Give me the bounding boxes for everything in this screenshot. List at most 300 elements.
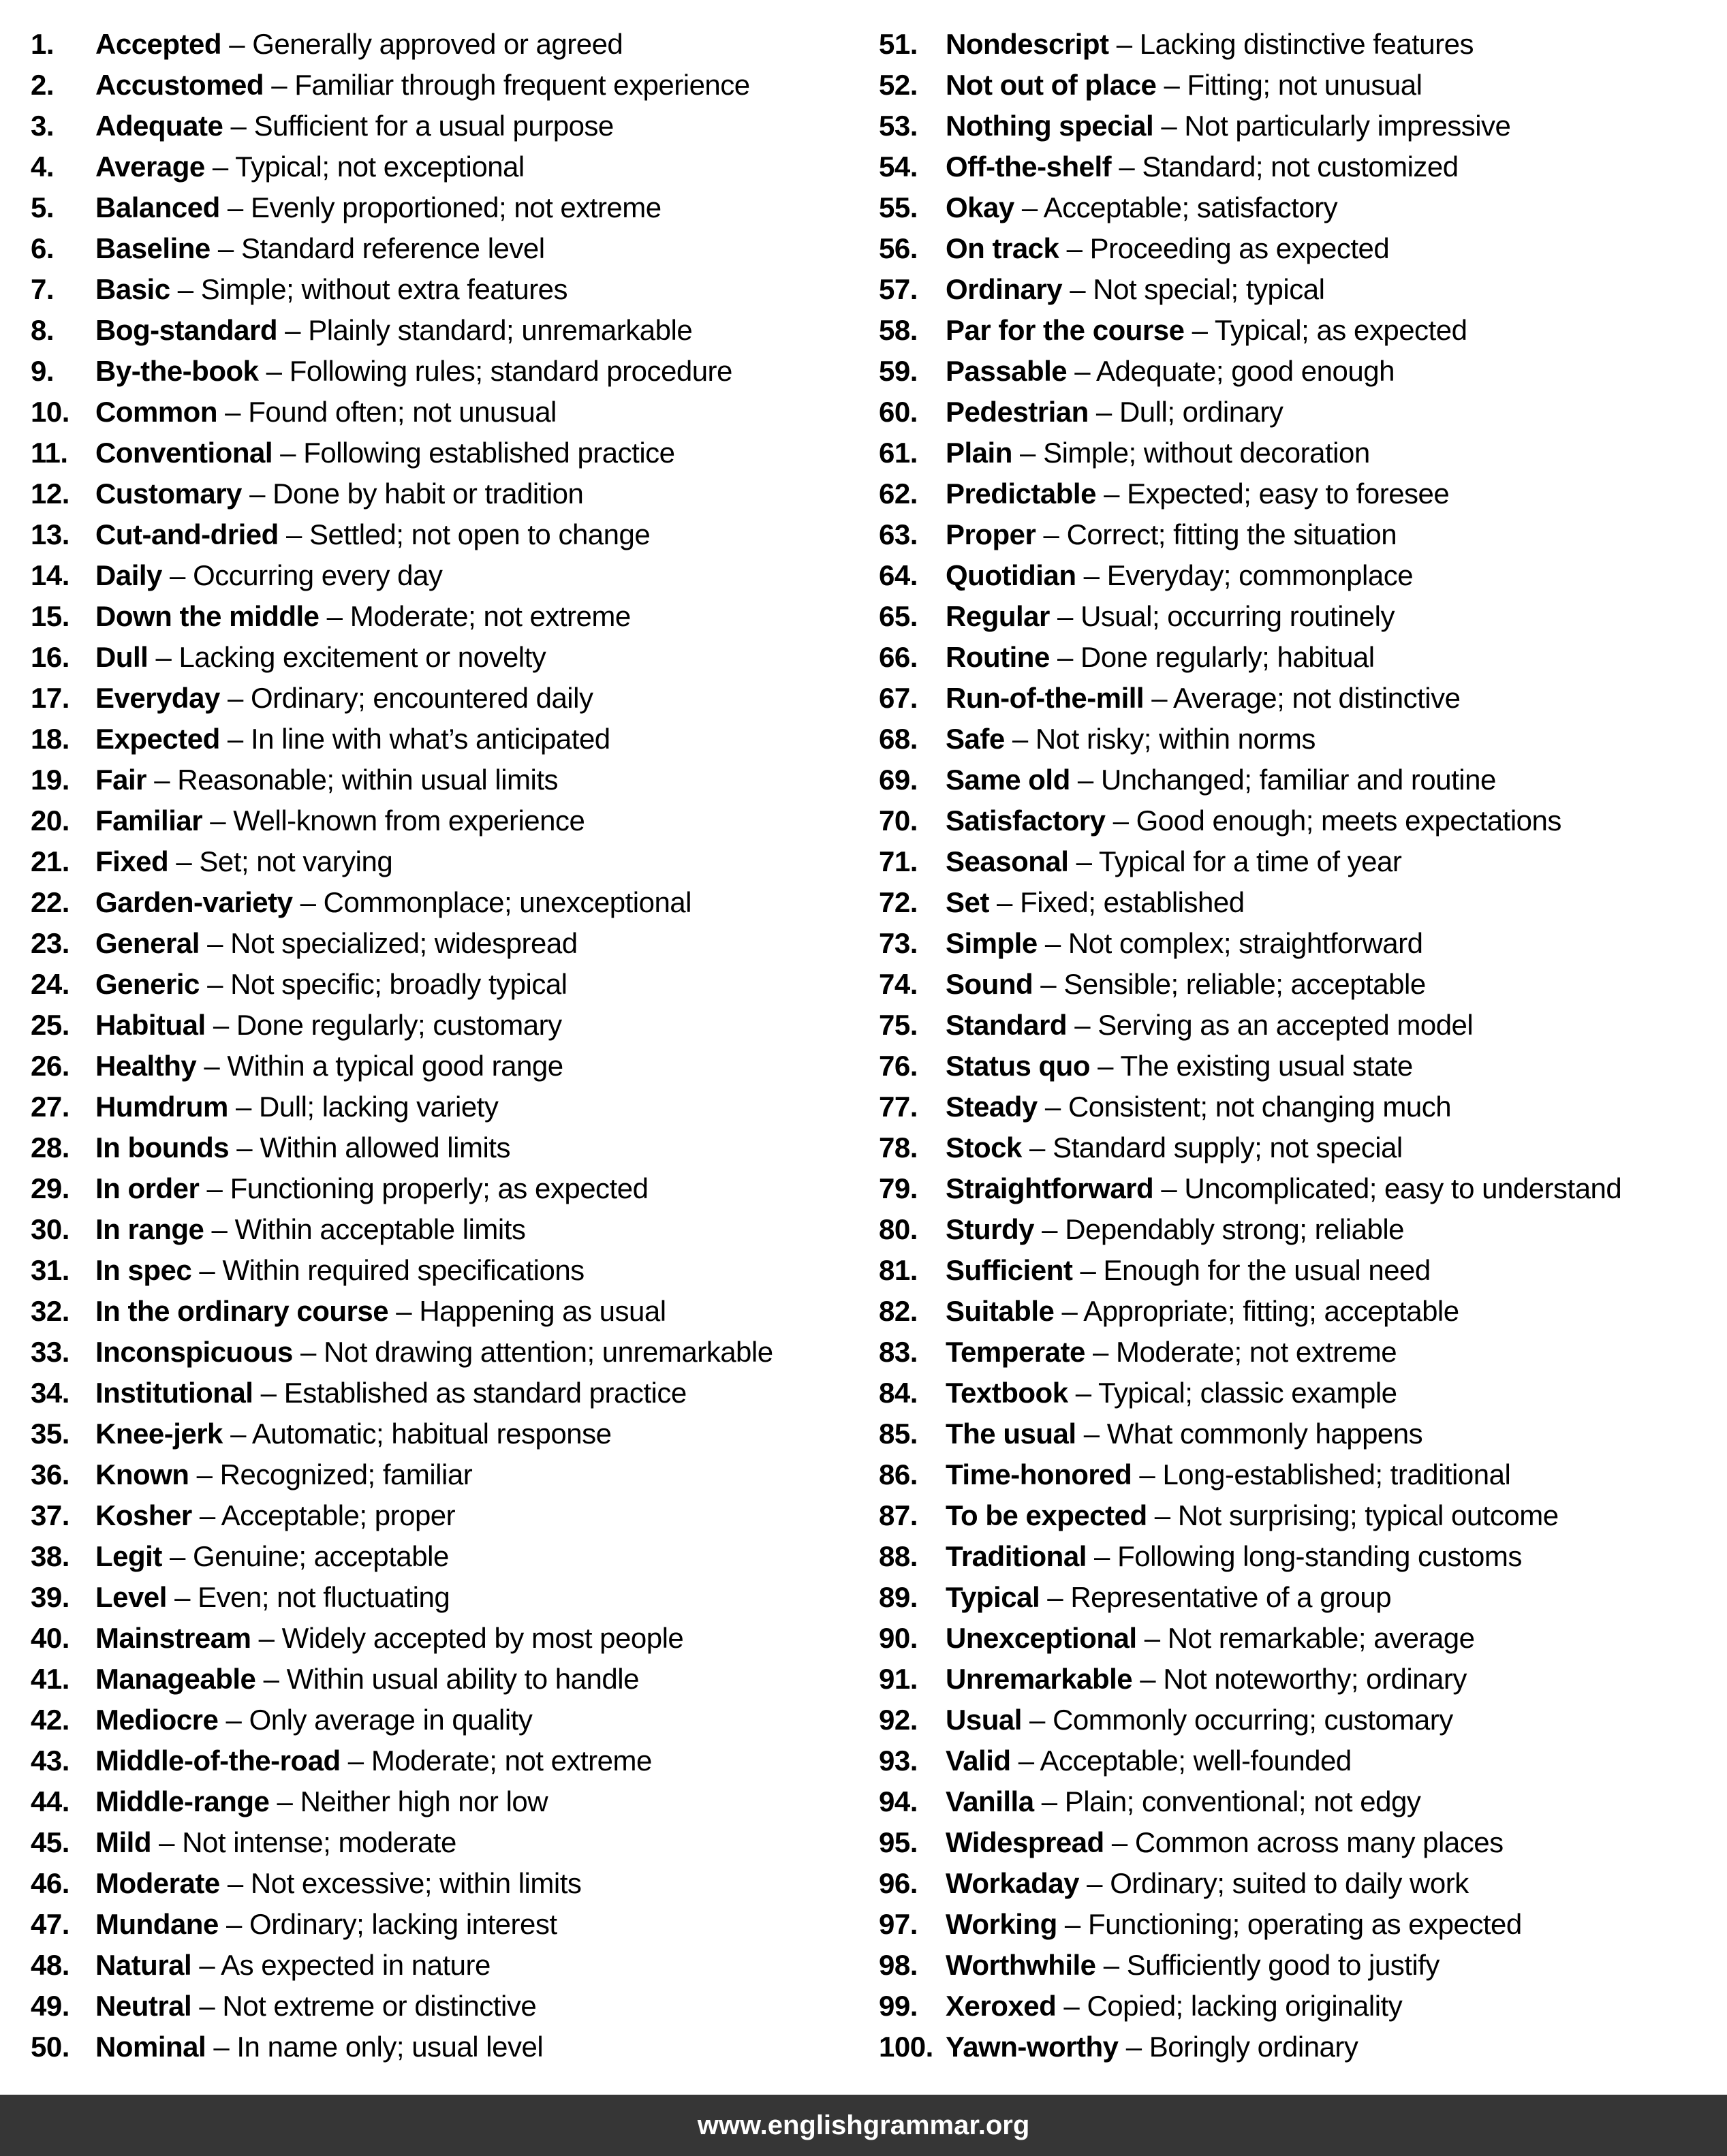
item-text <box>946 923 1422 964</box>
item-separator: – <box>222 1418 252 1450</box>
item-number: 79. <box>879 1172 918 1204</box>
list-item <box>31 228 869 269</box>
list-item <box>879 760 1724 800</box>
item-definition: Done regularly; habitual <box>1080 641 1375 673</box>
list-item <box>31 1373 869 1413</box>
item-definition: Typical for a time of year <box>1098 845 1402 877</box>
item-definition: Sensible; reliable; acceptable <box>1063 968 1426 1000</box>
item-text <box>95 351 732 392</box>
item-text <box>946 392 1283 433</box>
item-separator: – <box>1184 314 1215 346</box>
item-number: 95. <box>879 1826 918 1858</box>
item-definition: Not remarkable; average <box>1167 1622 1475 1654</box>
item-number: 3. <box>31 110 55 142</box>
item-number: 25. <box>31 1009 69 1041</box>
item-number: 4. <box>31 151 55 183</box>
item-definition: Happening as usual <box>419 1295 666 1327</box>
item-separator: – <box>1004 723 1036 755</box>
item-number: 1. <box>31 28 55 60</box>
list-item <box>879 596 1724 637</box>
item-number: 70. <box>879 804 918 837</box>
item-number: 32. <box>31 1295 69 1327</box>
item-definition: Enough for the usual need <box>1103 1254 1431 1286</box>
item-term: Accustomed <box>95 69 264 101</box>
item-term: Level <box>95 1581 167 1613</box>
list-item <box>879 187 1724 228</box>
list-item <box>31 1250 869 1291</box>
item-separator: – <box>191 1949 221 1981</box>
item-definition: Not extreme or distinctive <box>222 1990 537 2022</box>
item-term: Predictable <box>946 478 1096 510</box>
item-text <box>95 719 610 760</box>
item-number: 2. <box>31 69 55 101</box>
item-number: 91. <box>879 1663 918 1695</box>
item-term: Safe <box>946 723 1005 755</box>
item-definition: Automatic; habitual response <box>251 1418 612 1450</box>
list-item <box>879 1046 1724 1087</box>
item-text <box>946 1250 1431 1291</box>
list-item <box>879 433 1724 473</box>
item-term: Worthwhile <box>946 1949 1096 1981</box>
item-separator: – <box>278 518 309 550</box>
list-item <box>31 269 869 310</box>
item-text <box>95 1291 666 1332</box>
item-definition: Evenly proportioned; not extreme <box>250 191 662 223</box>
item-separator: – <box>1057 1908 1088 1940</box>
item-term: Valid <box>946 1745 1011 1777</box>
list-item <box>31 1168 869 1209</box>
item-term: Proper <box>946 518 1036 550</box>
item-separator: – <box>168 845 200 877</box>
list-item <box>31 187 869 228</box>
item-number: 31. <box>31 1254 69 1286</box>
item-number: 85. <box>879 1418 918 1450</box>
item-definition: Not complex; straightforward <box>1068 927 1423 959</box>
item-text <box>95 923 578 964</box>
list-item <box>879 1168 1724 1209</box>
item-separator: – <box>277 314 309 346</box>
item-term: Run-of-the-mill <box>946 682 1145 714</box>
item-separator: – <box>1078 1867 1110 1899</box>
item-separator: – <box>218 1704 249 1736</box>
list-item <box>879 1495 1724 1536</box>
item-text <box>95 1373 687 1413</box>
item-term: Yawn-worthy <box>946 2031 1119 2063</box>
item-separator: – <box>388 1295 420 1327</box>
item-separator: – <box>1076 1418 1107 1450</box>
list-item <box>879 555 1724 596</box>
item-separator: – <box>1118 2031 1149 2063</box>
item-number: 14. <box>31 559 69 591</box>
item-number: 13. <box>31 518 69 550</box>
list-item <box>879 269 1724 310</box>
item-number: 30. <box>31 1213 69 1245</box>
item-definition: Simple; without extra features <box>200 273 568 305</box>
item-term: Institutional <box>95 1377 253 1409</box>
item-term: Traditional <box>946 1540 1087 1572</box>
item-separator: – <box>219 723 251 755</box>
list-item <box>879 1332 1724 1373</box>
item-term: Balanced <box>95 191 220 223</box>
item-text <box>95 637 546 678</box>
item-number: 48. <box>31 1949 69 1981</box>
item-number: 64. <box>879 559 918 591</box>
item-definition: Proceeding as expected <box>1089 232 1390 264</box>
item-definition: Not specialized; widespread <box>230 927 578 959</box>
list-item <box>879 678 1724 719</box>
list-item <box>879 1087 1724 1127</box>
item-separator: – <box>251 1622 282 1654</box>
item-number: 58. <box>879 314 918 346</box>
item-text <box>946 760 1496 800</box>
item-number: 16. <box>31 641 69 673</box>
item-text <box>946 1781 1420 1822</box>
item-separator: – <box>1132 1663 1164 1695</box>
item-term: Status quo <box>946 1050 1090 1082</box>
item-number: 21. <box>31 845 69 877</box>
item-separator: – <box>1095 1949 1127 1981</box>
list-item <box>879 637 1724 678</box>
item-definition: Ordinary; encountered daily <box>251 682 593 714</box>
item-text <box>946 596 1395 637</box>
item-separator: – <box>1068 845 1099 877</box>
item-number: 34. <box>31 1377 69 1409</box>
item-text <box>946 1291 1459 1332</box>
item-number: 41. <box>31 1663 69 1695</box>
item-definition: Dependably strong; reliable <box>1065 1213 1405 1245</box>
item-term: Routine <box>946 641 1050 673</box>
item-term: Passable <box>946 355 1068 387</box>
item-number: 92. <box>879 1704 918 1736</box>
item-number: 96. <box>879 1867 918 1899</box>
item-text <box>946 678 1460 719</box>
item-text <box>95 1250 585 1291</box>
item-number: 54. <box>879 151 918 183</box>
item-number: 24. <box>31 968 69 1000</box>
item-text <box>95 1863 581 1904</box>
item-text <box>946 1495 1559 1536</box>
list-item <box>879 800 1724 841</box>
item-text <box>95 1659 639 1700</box>
list-item <box>879 24 1724 65</box>
item-term: To be expected <box>946 1499 1147 1531</box>
item-definition: Within acceptable limits <box>234 1213 526 1245</box>
list-item <box>879 65 1724 106</box>
list-item <box>31 1209 869 1250</box>
item-text <box>946 555 1413 596</box>
item-term: Mainstream <box>95 1622 251 1654</box>
item-number: 8. <box>31 314 55 346</box>
item-text <box>946 187 1337 228</box>
item-text <box>95 678 593 719</box>
item-number: 66. <box>879 641 918 673</box>
item-term: On track <box>946 232 1059 264</box>
item-separator: – <box>148 641 179 673</box>
item-term: Straightforward <box>946 1172 1154 1204</box>
item-text <box>95 433 675 473</box>
item-definition: Within a typical good range <box>227 1050 563 1082</box>
list-item <box>879 473 1724 514</box>
item-separator: – <box>1012 437 1044 469</box>
item-term: Everyday <box>95 682 220 714</box>
item-number: 26. <box>31 1050 69 1082</box>
item-definition: Plain; conventional; not edgy <box>1064 1785 1421 1817</box>
item-separator: – <box>1090 1050 1121 1082</box>
item-separator: – <box>229 1131 260 1163</box>
item-separator: – <box>340 1745 371 1777</box>
item-number: 100. <box>879 2031 933 2063</box>
item-definition: Sufficient for a usual purpose <box>253 110 614 142</box>
item-term: Baseline <box>95 232 211 264</box>
list-item <box>31 1781 869 1822</box>
item-number: 86. <box>879 1458 918 1490</box>
item-separator: – <box>1072 1254 1104 1286</box>
list-item <box>879 2027 1724 2067</box>
item-text <box>95 841 392 882</box>
item-number: 33. <box>31 1336 69 1368</box>
list-item <box>31 473 869 514</box>
item-text <box>95 146 525 187</box>
item-text <box>946 473 1449 514</box>
item-term: Middle-range <box>95 1785 270 1817</box>
item-text <box>95 1127 510 1168</box>
item-separator: – <box>292 886 324 918</box>
website-url: www.englishgrammar.org <box>697 2110 1030 2140</box>
item-term: In bounds <box>95 1131 230 1163</box>
list-item <box>31 24 869 65</box>
item-separator: – <box>1037 1091 1068 1123</box>
list-item <box>879 1291 1724 1332</box>
item-definition: Generally approved or agreed <box>252 28 623 60</box>
item-separator: – <box>1076 559 1107 591</box>
item-term: Nominal <box>95 2031 206 2063</box>
list-item <box>31 555 869 596</box>
item-text <box>95 269 567 310</box>
item-number: 63. <box>879 518 918 550</box>
item-number: 77. <box>879 1091 918 1123</box>
item-text <box>946 1700 1453 1740</box>
item-separator: – <box>1088 396 1119 428</box>
item-term: Mild <box>95 1826 151 1858</box>
item-term: Xeroxed <box>946 1990 1057 2022</box>
item-term: In range <box>95 1213 204 1245</box>
item-text <box>946 228 1389 269</box>
item-definition: Adequate; good enough <box>1096 355 1395 387</box>
item-term: Suitable <box>946 1295 1055 1327</box>
item-definition: Everyday; commonplace <box>1106 559 1414 591</box>
item-separator: – <box>228 1091 260 1123</box>
item-definition: Typical; classic example <box>1098 1377 1397 1409</box>
item-separator: – <box>219 682 251 714</box>
item-term: Basic <box>95 273 170 305</box>
item-text <box>946 514 1397 555</box>
list-item <box>31 106 869 146</box>
item-term: Sufficient <box>946 1254 1073 1286</box>
item-definition: Familiar through frequent experience <box>294 69 750 101</box>
item-text <box>95 473 583 514</box>
item-text <box>946 1536 1522 1577</box>
item-number: 46. <box>31 1867 69 1899</box>
item-separator: – <box>1085 1336 1117 1368</box>
item-number: 6. <box>31 232 55 264</box>
item-separator: – <box>191 1990 223 2022</box>
item-separator: – <box>1036 518 1067 550</box>
list-item <box>879 1945 1724 1986</box>
item-definition: Standard reference level <box>240 232 545 264</box>
list-item <box>31 1822 869 1863</box>
item-term: Sturdy <box>946 1213 1035 1245</box>
list-item <box>31 514 869 555</box>
item-definition: Even; not fluctuating <box>198 1581 450 1613</box>
item-separator: – <box>1021 1131 1053 1163</box>
list-item <box>879 841 1724 882</box>
list-item <box>31 760 869 800</box>
item-term: Off-the-shelf <box>946 151 1112 183</box>
item-text <box>95 1986 536 2027</box>
item-number: 97. <box>879 1908 918 1940</box>
item-term: In the ordinary course <box>95 1295 389 1327</box>
item-text <box>95 596 631 637</box>
item-text <box>95 1332 773 1373</box>
item-definition: Set; not varying <box>199 845 393 877</box>
item-number: 61. <box>879 437 918 469</box>
item-number: 80. <box>879 1213 918 1245</box>
list-item <box>879 1863 1724 1904</box>
item-text <box>95 1005 562 1046</box>
list-item <box>31 1495 869 1536</box>
item-text <box>95 1046 563 1087</box>
item-text <box>946 24 1474 65</box>
item-definition: Not excessive; within limits <box>250 1867 582 1899</box>
item-number: 7. <box>31 273 55 305</box>
item-text <box>946 964 1426 1005</box>
item-definition: Lacking excitement or novelty <box>178 641 546 673</box>
item-number: 27. <box>31 1091 69 1123</box>
item-term: Pedestrian <box>946 396 1089 428</box>
item-number: 74. <box>879 968 918 1000</box>
item-term: Mundane <box>95 1908 219 1940</box>
item-definition: Acceptable; proper <box>221 1499 456 1531</box>
item-separator: – <box>218 1908 250 1940</box>
list-item <box>879 1005 1724 1046</box>
item-term: Time-honored <box>946 1458 1132 1490</box>
list-item <box>31 351 869 392</box>
item-text <box>946 1659 1467 1700</box>
word-list-right-column <box>879 24 1724 2067</box>
item-term: In spec <box>95 1254 192 1286</box>
item-definition: Only average in quality <box>249 1704 533 1736</box>
item-definition: Not specific; broadly typical <box>230 968 567 1000</box>
list-item <box>31 841 869 882</box>
item-term: Steady <box>946 1091 1038 1123</box>
item-text <box>95 964 567 1005</box>
item-number: 42. <box>31 1704 69 1736</box>
item-definition: Plainly standard; unremarkable <box>308 314 693 346</box>
item-number: 38. <box>31 1540 69 1572</box>
item-definition: Not intense; moderate <box>182 1826 456 1858</box>
item-number: 82. <box>879 1295 918 1327</box>
item-separator: – <box>1108 28 1140 60</box>
item-definition: Genuine; acceptable <box>193 1540 449 1572</box>
list-item <box>879 1127 1724 1168</box>
item-number: 10. <box>31 396 69 428</box>
item-number: 98. <box>879 1949 918 1981</box>
list-item <box>31 1863 869 1904</box>
item-text <box>946 1904 1522 1945</box>
item-definition: Moderate; not extreme <box>1116 1336 1397 1368</box>
list-item <box>31 1536 869 1577</box>
item-term: Sound <box>946 968 1033 1000</box>
item-term: Daily <box>95 559 162 591</box>
item-text <box>946 1209 1404 1250</box>
item-definition: Within usual ability to handle <box>286 1663 639 1695</box>
item-separator: – <box>219 191 251 223</box>
item-number: 53. <box>879 110 918 142</box>
item-separator: – <box>191 1499 221 1531</box>
item-term: Vanilla <box>946 1785 1034 1817</box>
item-text <box>946 310 1467 351</box>
item-text <box>95 1904 557 1945</box>
item-separator: – <box>1132 1458 1163 1490</box>
item-separator: – <box>1147 1499 1178 1531</box>
list-item <box>31 310 869 351</box>
item-number: 43. <box>31 1745 69 1777</box>
item-number: 71. <box>879 845 918 877</box>
item-term: Down the middle <box>95 600 320 632</box>
item-text <box>95 1413 611 1454</box>
item-term: Usual <box>946 1704 1022 1736</box>
item-definition: Uncomplicated; easy to understand <box>1184 1172 1622 1204</box>
item-definition: Found often; not unusual <box>248 396 557 428</box>
item-separator: – <box>161 559 193 591</box>
item-text <box>946 1005 1473 1046</box>
item-term: Expected <box>95 723 220 755</box>
item-separator: – <box>1086 1540 1118 1572</box>
list-item <box>879 106 1724 146</box>
item-definition: Consistent; not changing much <box>1068 1091 1452 1123</box>
item-text <box>946 106 1510 146</box>
item-separator: – <box>1040 1581 1071 1613</box>
item-term: Humdrum <box>95 1091 228 1123</box>
item-number: 19. <box>31 764 69 796</box>
item-separator: – <box>1059 232 1090 264</box>
list-item <box>879 1700 1724 1740</box>
item-number: 67. <box>879 682 918 714</box>
list-item <box>31 146 869 187</box>
item-text <box>946 800 1561 841</box>
item-term: Bog-standard <box>95 314 277 346</box>
item-number: 36. <box>31 1458 69 1490</box>
item-separator: – <box>255 1663 287 1695</box>
list-item <box>31 1454 869 1495</box>
item-number: 49. <box>31 1990 69 2022</box>
item-definition: Common across many places <box>1134 1826 1504 1858</box>
item-text <box>95 65 750 106</box>
list-item <box>31 1046 869 1087</box>
item-text <box>946 841 1401 882</box>
item-number: 51. <box>879 28 918 60</box>
item-term: Known <box>95 1458 189 1490</box>
list-item <box>31 678 869 719</box>
item-definition: Not particularly impressive <box>1184 110 1511 142</box>
item-number: 62. <box>879 478 918 510</box>
item-number: 9. <box>31 355 55 387</box>
item-definition: Expected; easy to foresee <box>1127 478 1450 510</box>
item-separator: – <box>1021 1704 1053 1736</box>
list-item <box>31 1332 869 1373</box>
item-separator: – <box>1067 355 1097 387</box>
item-separator: – <box>1033 1785 1065 1817</box>
